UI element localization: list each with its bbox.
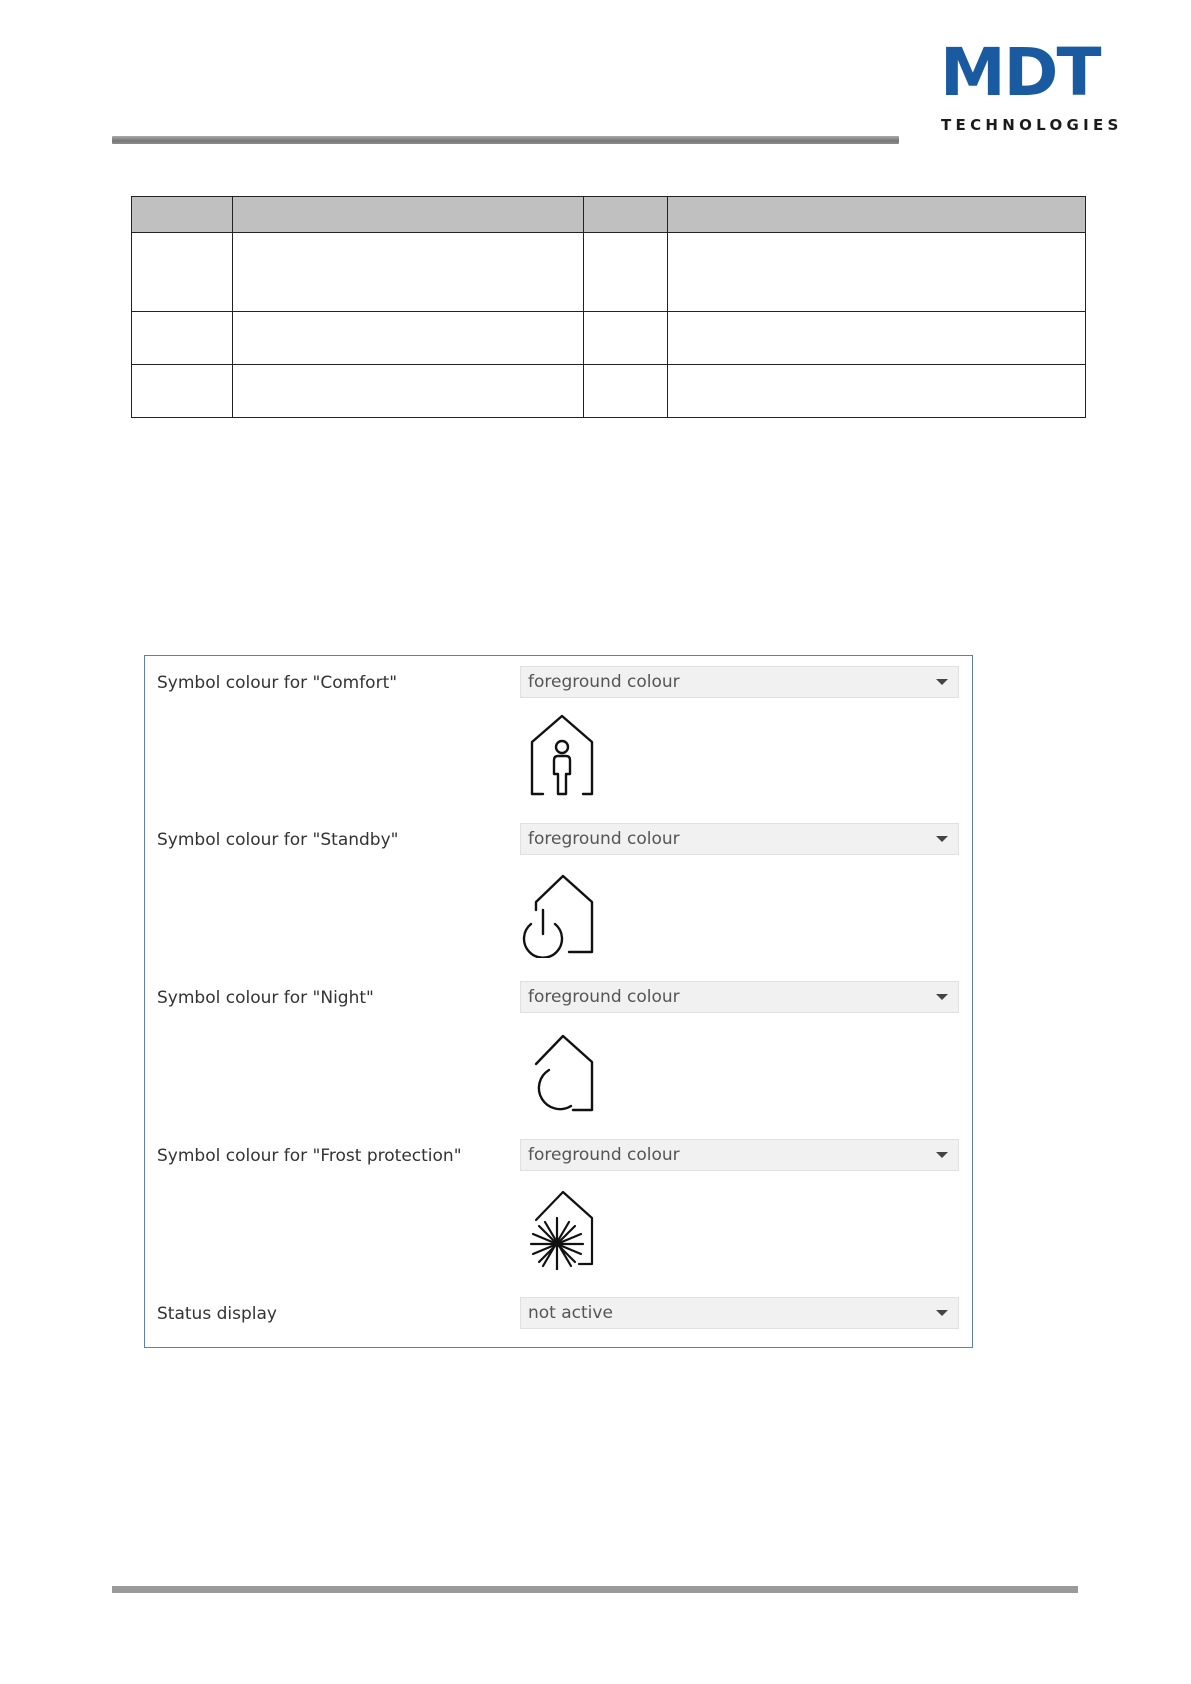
- comfort-colour-select[interactable]: [520, 666, 959, 698]
- table-cell: [233, 312, 584, 365]
- header-divider: [112, 136, 899, 144]
- status-display-select[interactable]: [520, 1297, 959, 1329]
- frost-colour-label: Symbol colour for "Frost protection": [157, 1146, 462, 1166]
- frost-colour-value: foreground colour: [528, 1145, 680, 1165]
- document-table: [131, 196, 1086, 418]
- mdt-logo: [940, 34, 1123, 136]
- chevron-down-icon: [936, 994, 948, 1000]
- night-colour-label: Symbol colour for "Night": [157, 988, 374, 1008]
- footer-divider: [112, 1586, 1078, 1593]
- frost-house-snowflake-icon: [519, 1184, 599, 1270]
- chevron-down-icon: [936, 679, 948, 685]
- standby-colour-label: Symbol colour for "Standby": [157, 830, 399, 850]
- table-cell: [584, 365, 668, 418]
- standby-colour-select[interactable]: [520, 823, 959, 855]
- table-cell: [233, 365, 584, 418]
- night-colour-select[interactable]: [520, 981, 959, 1013]
- table-cell: [668, 312, 1086, 365]
- table-header-cell: [668, 197, 1086, 233]
- chevron-down-icon: [936, 1152, 948, 1158]
- table-row: [132, 233, 1086, 312]
- comfort-colour-value: foreground colour: [528, 672, 680, 692]
- standby-colour-value: foreground colour: [528, 829, 680, 849]
- logo-wordmark: MDT: [940, 34, 1100, 111]
- settings-panel: [144, 655, 973, 1348]
- night-house-moon-icon: [519, 1028, 599, 1114]
- table-cell: [233, 233, 584, 312]
- table-cell: [132, 312, 233, 365]
- table-cell: [132, 233, 233, 312]
- standby-house-power-icon: [519, 872, 599, 958]
- comfort-house-person-icon: [519, 712, 599, 798]
- chevron-down-icon: [936, 836, 948, 842]
- status-display-label: Status display: [157, 1304, 277, 1324]
- table-header-cell: [233, 197, 584, 233]
- table-cell: [132, 365, 233, 418]
- table-cell: [584, 312, 668, 365]
- status-display-value: not active: [528, 1303, 613, 1323]
- comfort-colour-label: Symbol colour for "Comfort": [157, 673, 398, 693]
- table-row: [132, 312, 1086, 365]
- logo-subtext: TECHNOLOGIES: [941, 116, 1123, 134]
- chevron-down-icon: [936, 1310, 948, 1316]
- table-header-cell: [132, 197, 233, 233]
- table-header-cell: [584, 197, 668, 233]
- table-header-row: [132, 197, 1086, 233]
- table-row: [132, 365, 1086, 418]
- table-cell: [668, 233, 1086, 312]
- night-colour-value: foreground colour: [528, 987, 680, 1007]
- frost-colour-select[interactable]: [520, 1139, 959, 1171]
- table-cell: [584, 233, 668, 312]
- table-cell: [668, 365, 1086, 418]
